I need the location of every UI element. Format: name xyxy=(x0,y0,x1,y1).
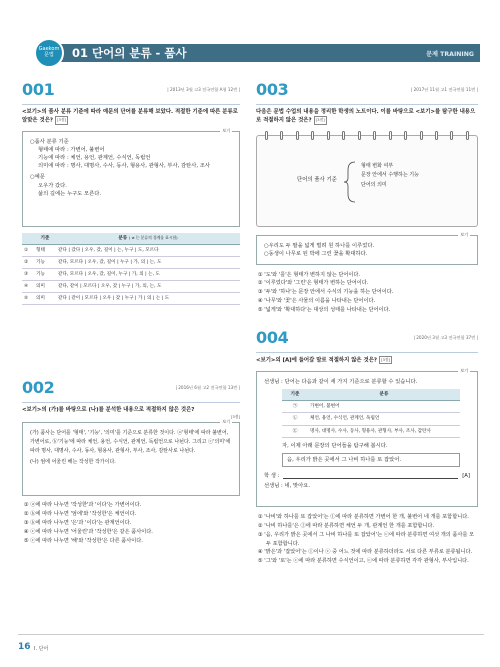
brace-icon xyxy=(343,160,357,204)
table-row[interactable]: ② 기능 같다, 모르다 | 오우, 갔, 길이 | 누구 | 가, 의 | 는, 도 xyxy=(22,256,240,268)
student-notebook xyxy=(256,135,478,227)
divider xyxy=(256,104,478,105)
table-header: 기준 xyxy=(34,233,56,245)
box-tag: 보기 xyxy=(222,419,230,425)
points-tag: [3점] xyxy=(230,414,240,420)
divider xyxy=(22,402,240,403)
criteria-list xyxy=(30,146,232,171)
question-number: 002 xyxy=(22,378,55,397)
question-004 xyxy=(256,326,478,566)
answer-option[interactable]: ② '나비 하나를'은 ⓛ에 따라 분류하면 체언 두 개, 관계언 한 개를 포함합니다. xyxy=(258,522,435,529)
question-001 xyxy=(22,78,240,305)
answer-option[interactable]: ① ⓐ에 따라 나누면 '작성한'과 '이다'는 가변어이다. xyxy=(24,502,142,509)
table-header: 기준 xyxy=(282,389,308,401)
divider xyxy=(256,352,478,353)
answer-option[interactable]: ③ '두'와 '하나'는 문장 안에서 수식의 기능을 하는 단어이다. xyxy=(258,289,394,296)
box-line: ○동생이 나무로 된 박에 그린 꽃을 확대하다. xyxy=(264,250,368,257)
example-sentence: 음, 우리가 밝은 곳에서 그 나비 하나를 또 잡았어. xyxy=(282,453,460,467)
table-row: ㉡ 체언, 용언, 수식언, 관계언, 독립언 xyxy=(282,413,460,425)
answer-option[interactable]: ⑤ '그'와 '또'는 ⓒ에 따라 분류하면 수식언이고, ⓒ에 따라 분류하면 각각 관형사, 부사입니다. xyxy=(258,558,469,565)
reference-box xyxy=(22,419,240,496)
table-row[interactable]: ④ 의미 같다, 같이 | 모르다 | 오우, 갔 | 누구 | 가, 의, 는, 도 xyxy=(22,281,240,293)
list-item: 오우가 갔다. xyxy=(38,182,67,189)
question-number: 004 xyxy=(256,328,289,347)
question-stem: <보기>의 [A]에 들어갈 말로 적절하지 않은 것은? [3점] xyxy=(256,356,391,364)
notebook-rings xyxy=(265,131,469,141)
instruction-line: 자, 이제 아래 문장의 단어들을 탐구해 봅시다. xyxy=(282,442,388,449)
box-tag: 보기 xyxy=(222,127,230,133)
divider xyxy=(22,104,240,105)
answer-option[interactable]: ② ⓑ에 따라 나누면 '엄에'와 '작성한'은 체언이다. xyxy=(24,511,137,518)
answer-table xyxy=(22,233,240,306)
criteria-title: ○품사 분류 기준 xyxy=(30,138,69,145)
list-item: 삶의 길에는 누구도 모른다. xyxy=(38,190,102,197)
teacher-line: 선생님 : 단어는 다음과 같이 세 가지 기준으로 분류할 수 있습니다. xyxy=(264,378,418,385)
list-item: 기능에 따라 : 체언, 용언, 관계언, 수식언, 독립언 xyxy=(38,155,151,162)
answer-option[interactable]: ④ '나무'와 '꽃'은 사물의 이름을 나타내는 단어이다. xyxy=(258,298,376,305)
criteria-table xyxy=(282,389,460,437)
question-number: 003 xyxy=(256,80,289,99)
question-source: | 2016년 6월 고2 전국연합 13번 | xyxy=(175,385,240,390)
section-label: I. 단어 xyxy=(34,646,49,652)
question-stem: 다음은 문법 수업의 내용을 정리한 학생의 노트이다. 이를 바탕으로 <보기>를 탐구한 내용으로 적절하지 않은 것은? [3점] xyxy=(256,108,476,124)
table-row: ㉠ 가변어, 불변어 xyxy=(282,401,460,413)
question-003 xyxy=(256,78,478,315)
reference-box xyxy=(256,367,478,507)
table-row[interactable]: ① 형태 같다 | 갔다 | 오우, 갔, 길이 | 는, 누구 | 도, 모르다 xyxy=(22,244,240,256)
reference-box xyxy=(22,127,240,227)
box-line: ○우리도 두 팔을 넓게 벌려 원 하나를 이루었다. xyxy=(264,242,375,249)
options-list xyxy=(256,271,478,315)
page-title: 01 단어의 분류 - 품사 xyxy=(72,46,187,60)
page-number: 16 xyxy=(18,642,31,652)
answer-option[interactable]: ③ '음, 우리가 밝은 곳에서 그 나비 하나를 또 잡았어'는 ⓒ에 따라 분류하면 여섯 개의 품사를 모두 포함합니다. xyxy=(258,531,475,547)
table-row: ㉢ 명사, 대명사, 수사, 동사, 형용사, 관형사, 부사, 조사, 감탄사 xyxy=(282,425,460,437)
table-header: 분류 xyxy=(308,389,460,401)
table-row[interactable]: ③ 기능 같다, 모르다 | 오우, 갔, 길이, 누구 | 가, 의 | 는, 도 xyxy=(22,268,240,280)
answer-option[interactable]: ③ ⓑ에 따라 나누면 '은'과 '이다'는 관계언이다. xyxy=(24,520,132,526)
note-label: 단어의 품사 기준 xyxy=(297,176,337,183)
box-tag: 보기 xyxy=(460,367,468,373)
options-list xyxy=(22,501,240,545)
box-tag: 보기 xyxy=(460,231,468,237)
question-stem: <보기>의 (가)를 바탕으로 (나)를 분석한 내용으로 적절하지 않은 것은? xyxy=(22,406,195,413)
table-row[interactable]: ⑤ 의미 같다 | 같이 | 모르다 | 오우 | 갔 | 누구 | 가 | 의 | 는 | 도 xyxy=(22,293,240,305)
answer-option[interactable]: ① '도'와 '를'은 형태가 변하지 않는 단어이다. xyxy=(258,271,361,278)
question-number: 001 xyxy=(22,80,55,99)
note-items: 형태 변화 여부 문장 안에서 수행하는 기능 단어의 의미 xyxy=(361,162,419,188)
passage-a: (가) 품사는 단어를 '형태', '기능', '의미'를 기준으로 분류한 것이다. ⓐ'형태'에 따라 불변어, 가변어로, ⓑ'기능'에 따라 체언, 용언, 수식언, 관계언, 독립언으로 나뉜다. 그리고 ⓒ'의미'에 따라 명사, 대명사, 수사, 동사, 형용사, 관형사, 부사, 조사, 감탄사로 나뉜다. xyxy=(30,430,231,454)
reference-box xyxy=(256,231,478,265)
list-item: 의미에 따라 : 명사, 대명사, 수사, 동사, 형용사, 관형사, 부사, 감탄사, 조사 xyxy=(38,163,210,170)
student-line: 학 생 : [A] xyxy=(264,473,470,480)
question-002 xyxy=(22,376,240,546)
question-source: | 2020년 3월 고3 전국연합 37번 | xyxy=(413,335,478,340)
header-badge: Gaekom 문법 xyxy=(34,38,64,68)
bracket-label: [A] xyxy=(462,473,470,480)
page-header xyxy=(0,0,500,68)
options-list xyxy=(256,513,478,566)
list-item: 형태에 따라 : 가변어, 불변어 xyxy=(38,146,105,153)
question-source: | 2013년 3월 고3 전국연합 A형 12번 | xyxy=(167,87,240,92)
answer-option[interactable]: ⑤ '넓게'와 '확대하다'는 대상의 성태를 나타내는 단어이다. xyxy=(258,306,391,313)
passage-b: (나) 엄에 어울린 해는 작성한 작가이다. xyxy=(30,458,116,465)
teacher-reply: 선생님 : 네, 맞아요. xyxy=(264,483,311,490)
question-stem: <보기>의 품사 분류 기준에 따라 예문의 단어를 분류해 보았다. 적절한 기준에 따른 분류로 알맞은 것은? [3점] xyxy=(22,108,238,124)
example-list xyxy=(30,182,232,198)
answer-option[interactable]: ② '이루었다'와 '그린'은 형태가 변하는 단어이다. xyxy=(258,280,369,287)
footer-rule xyxy=(18,634,484,635)
answer-option[interactable]: ④ '밝은'과 '잡았어'는 ⓛ이나 ⓒ 중 어느 것에 따라 분류하더라도 서로 다른 부류로 분류됩니다. xyxy=(258,549,473,556)
header-section-label: 문제 TRAINING xyxy=(426,51,474,58)
answer-option[interactable]: ① '나비'와 하나를 또 잡았어'는 ⓛ에 따라 분류하면 가변어 한 개, 불변어 네 개를 포함합니다. xyxy=(258,513,469,520)
table-header: 분류 ( ≠ 는 분류의 경계를 표시함) xyxy=(56,233,240,245)
example-title: ○예문 xyxy=(30,174,45,181)
answer-option[interactable]: ⑤ ⓒ에 따라 나누면 '해'와 '작성한'은 다른 품사이다. xyxy=(24,537,143,544)
answer-blank[interactable] xyxy=(283,474,458,479)
answer-option[interactable]: ④ ⓒ에 따라 나누면 '어울린'과 '작성한'은 같은 품사이다. xyxy=(24,528,153,535)
question-source: | 2017년 11월 고1 전국연합 11번 | xyxy=(410,87,478,92)
